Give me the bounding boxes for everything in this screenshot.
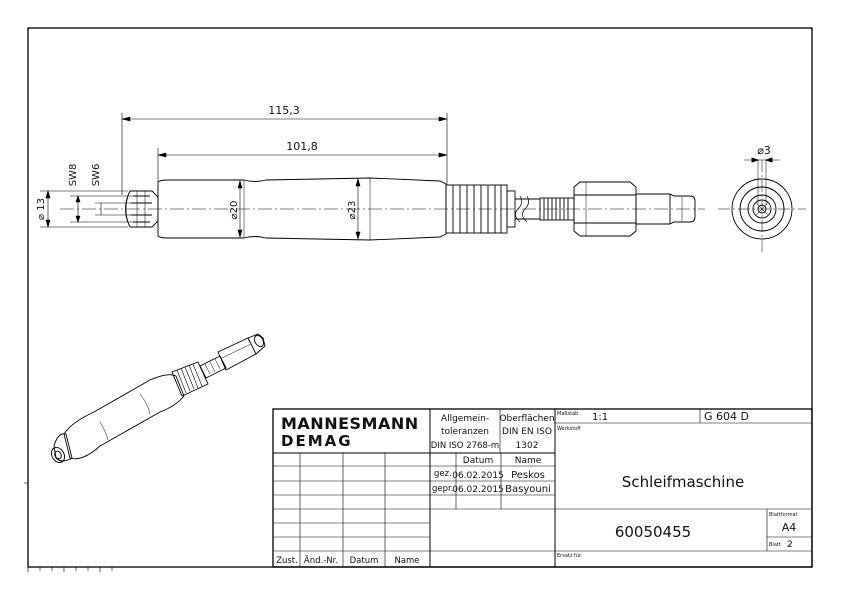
surfaces-line1: Oberflächen xyxy=(499,414,555,424)
isometric-view xyxy=(49,334,266,465)
dim-grip-dia-rear: ⌀23 xyxy=(347,200,358,220)
dim-sw8: SW8 xyxy=(68,163,79,187)
rev-zust-label: Zust. xyxy=(276,556,298,566)
format-label: Blattformat xyxy=(769,512,798,518)
end-view xyxy=(718,158,806,255)
surfaces-line2: DIN EN ISO xyxy=(502,427,552,437)
rev-datum-label: Datum xyxy=(349,556,379,566)
drawn-name: Peskos xyxy=(511,470,545,481)
company-logo-line2: DEMAG xyxy=(281,432,353,450)
checked-label: gepr. xyxy=(432,484,454,494)
header-datum: Datum xyxy=(462,456,494,466)
margin-scale xyxy=(24,483,112,572)
tolerances-line2: toleranzen xyxy=(441,427,489,437)
surfaces-line3: 1302 xyxy=(515,441,539,451)
drawn-label: gez. xyxy=(434,469,452,479)
tolerances-line3: DIN ISO 2768-m xyxy=(430,441,500,451)
replacement-label: Ersatz für: xyxy=(557,553,583,559)
drawn-date: 06.02.2015 xyxy=(452,471,504,481)
side-view xyxy=(60,178,705,240)
dim-overall-length: 115,3 xyxy=(268,104,300,117)
drawing-title: Schleifmaschine xyxy=(621,473,745,491)
dim-collet-dia: ⌀ 13 xyxy=(36,198,47,220)
title-block-texts xyxy=(276,410,797,566)
drawing-number: 60050455 xyxy=(614,523,692,541)
dim-body-length: 101,8 xyxy=(286,140,318,153)
header-name: Name xyxy=(514,456,542,466)
scale-value: 1:1 xyxy=(592,412,609,423)
company-logo-line1: MANNESMANN xyxy=(281,414,419,433)
scale-label: Maßstab xyxy=(557,411,579,417)
format-value: A4 xyxy=(781,521,797,534)
rev-aend-label: Änd.-Nr. xyxy=(303,556,339,566)
sheet-label: Blatt xyxy=(769,542,781,548)
dim-grip-dia-front: ⌀20 xyxy=(229,200,240,220)
checked-name: Basyouni xyxy=(505,484,551,495)
dim-sw6: SW6 xyxy=(91,163,102,187)
tolerances-line1: Allgemein- xyxy=(440,414,490,424)
material-label: Werkstoff xyxy=(557,426,581,432)
sheet-value: 2 xyxy=(787,540,793,550)
rev-name-label: Name xyxy=(394,556,420,566)
checked-date: 06.02.2015 xyxy=(452,485,504,495)
dim-end-view-dia: ⌀3 xyxy=(757,144,771,157)
model-number: G 604 D xyxy=(704,410,749,423)
